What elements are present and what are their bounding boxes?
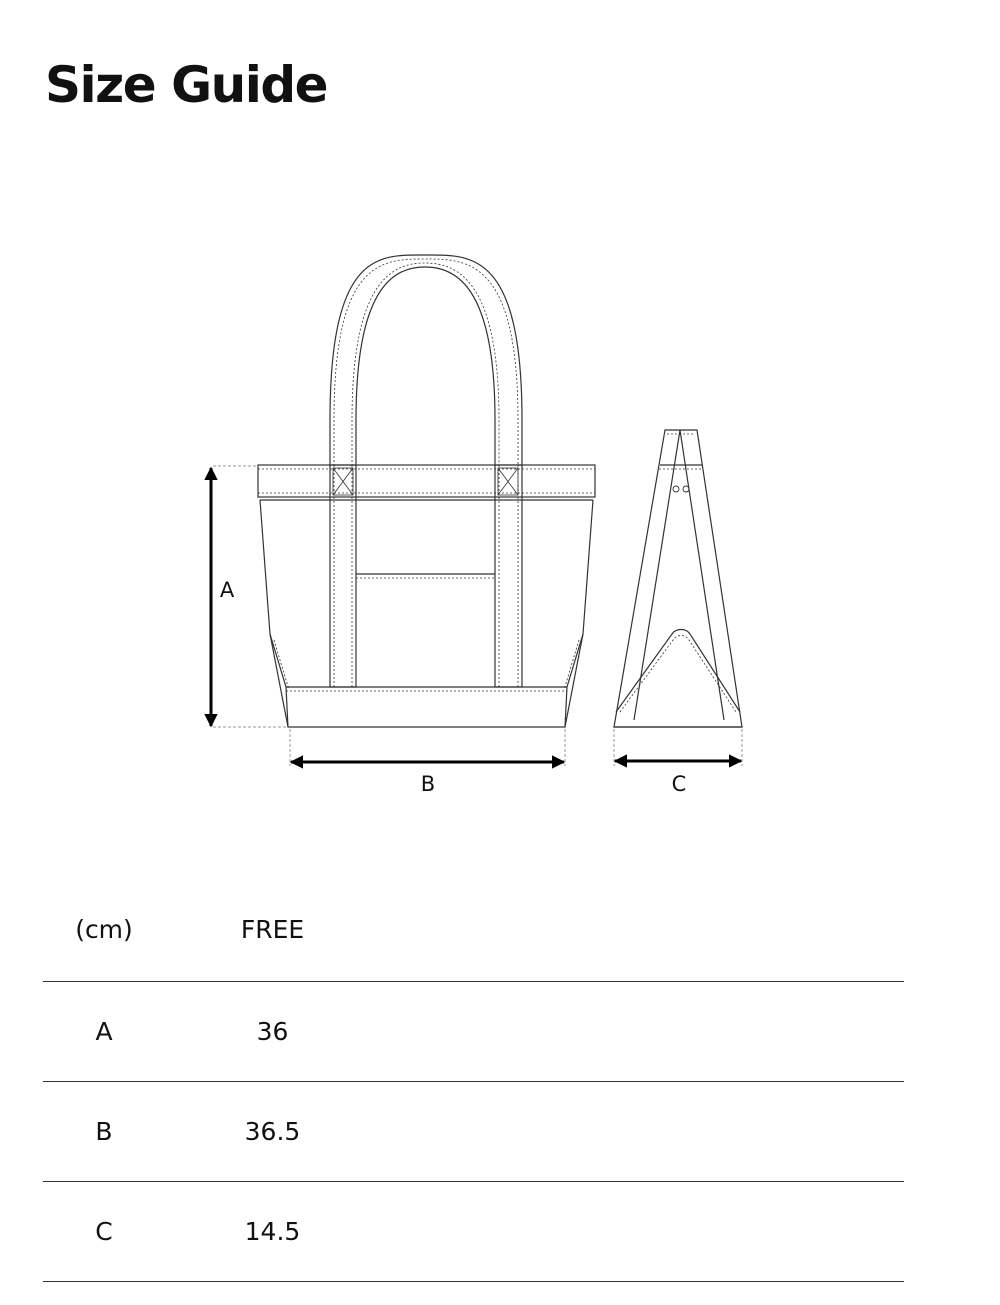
row-value: 36	[165, 982, 380, 1082]
dimension-a-label: A	[219, 578, 235, 602]
size-free-header: FREE	[165, 878, 380, 982]
bag-handle	[330, 255, 522, 466]
unit-header: (cm)	[43, 878, 165, 982]
row-value: 36.5	[165, 1082, 380, 1182]
size-table	[43, 878, 904, 1282]
table-row	[43, 1082, 904, 1182]
page-title: Size Guide	[45, 56, 328, 114]
dimension-c-label: C	[671, 772, 687, 796]
dimension-guides	[213, 466, 742, 766]
row-spacer	[380, 1182, 904, 1282]
size-table-header	[43, 878, 904, 982]
bag-body	[260, 500, 593, 727]
table-row	[43, 982, 904, 1082]
row-label: C	[43, 1182, 165, 1282]
bag-side-view	[614, 430, 742, 727]
dimension-b-label: B	[420, 772, 436, 796]
row-value: 14.5	[165, 1182, 380, 1282]
header-spacer	[380, 878, 904, 982]
row-spacer	[380, 982, 904, 1082]
row-label: B	[43, 1082, 165, 1182]
bag-rim	[258, 465, 595, 497]
row-spacer	[380, 1082, 904, 1182]
row-label: A	[43, 982, 165, 1082]
table-row	[43, 1182, 904, 1282]
bag-front-view	[258, 255, 595, 727]
